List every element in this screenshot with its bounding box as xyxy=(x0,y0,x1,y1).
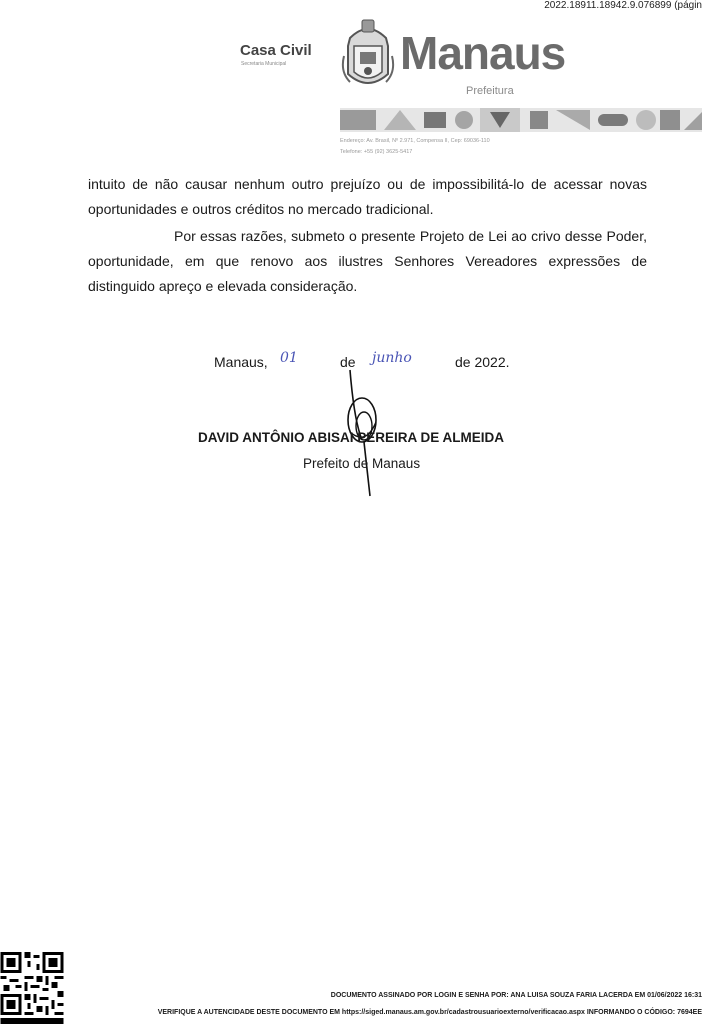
phone-line: Telefone: +55 (92) 3625-5417 xyxy=(340,149,413,155)
brand-logo-text: Manaus xyxy=(400,27,566,79)
body-text xyxy=(88,172,647,299)
brand-subtitle: Prefeitura xyxy=(466,85,514,97)
casa-civil-label: Casa Civil xyxy=(240,42,312,59)
date-de: de xyxy=(340,354,356,370)
date-month-handwritten: junho xyxy=(372,350,412,366)
signer-name: DAVID ANTÔNIO ABISAI PEREIRA DE ALMEIDA xyxy=(198,430,505,445)
paragraph-2: Por essas razões, submeto o presente Projeto de Lei ao crivo desse Poder, oportunidade, em que renovo aos ilustres Senhores Vereadores expressões de distinguido apreço e elevada consideração. xyxy=(88,228,647,294)
date-day-handwritten: 01 xyxy=(280,350,298,366)
date-city: Manaus, xyxy=(214,354,268,370)
qr-code xyxy=(0,952,64,1024)
city-crest-logo xyxy=(340,16,396,94)
paragraph-1: intuito de não causar nenhum outro prejuízo ou de impossibilitá-lo de acessar novas oportunidades e outros créditos no mercado tradicional. xyxy=(88,176,647,217)
date-year: de 2022. xyxy=(455,354,510,370)
decorative-pattern-bar xyxy=(340,108,702,132)
signer-title: Prefeito de Manaus xyxy=(303,456,421,471)
footer-signed-by: DOCUMENTO ASSINADO POR LOGIN E SENHA POR: ANA LUISA SOUZA FARIA LACERDA EM 01/06/2022 16:31 xyxy=(330,992,702,999)
address-line: Endereço: Av. Brasil, Nº 2.971, Compensa II, Cep: 69036-110 xyxy=(340,138,490,144)
footer-verify-link[interactable]: VERIFIQUE A AUTENCIDADE DESTE DOCUMENTO EM https://siged.manaus.am.gov.br/cadastrousuarioexterno/verificacao.aspx INFORMANDO O CÓDIGO: 7694EE xyxy=(157,1009,702,1016)
document-id: 2022.18911.18942.9.076899 (págin xyxy=(544,0,702,11)
casa-civil-sub: Secretaria Municipal xyxy=(241,61,287,67)
